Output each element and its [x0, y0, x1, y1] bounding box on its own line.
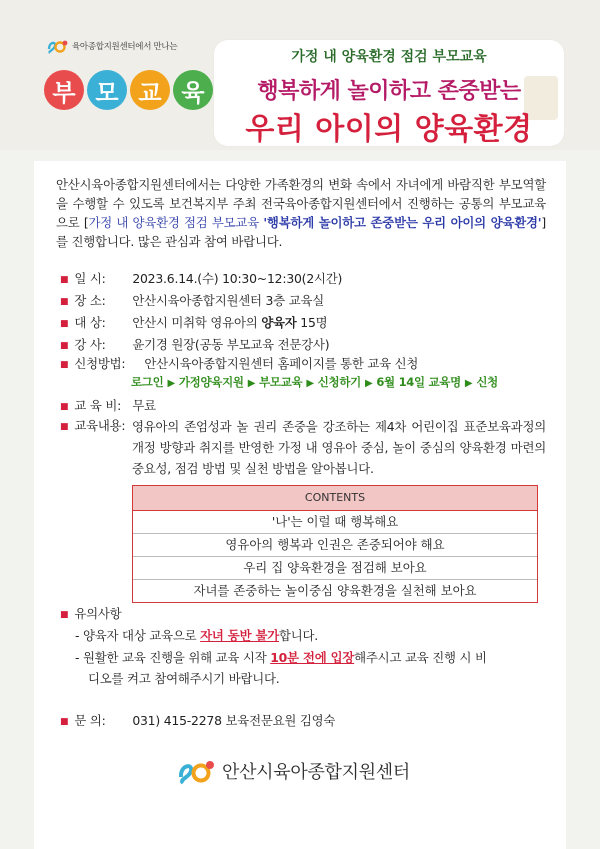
detail-date — [60, 269, 342, 290]
arrow-right-icon: ▶ — [306, 378, 314, 389]
lecturer-label: 강 사: — [74, 337, 106, 352]
logo-bubble-3: 교 — [130, 70, 170, 110]
lecturer-value: 윤기경 원장(공동 부모교육 전문강사) — [132, 337, 330, 352]
target-label: 대 상: — [74, 315, 106, 330]
content-label: 교육내용: — [74, 418, 126, 433]
bullet-icon: ■ — [60, 610, 69, 620]
detail-lecturer — [60, 335, 329, 356]
bullet-icon: ■ — [60, 341, 69, 351]
contact-label: 문 의: — [74, 713, 106, 728]
bullet-icon: ■ — [60, 402, 69, 412]
footer-logo — [176, 757, 410, 785]
hero-title-line2: 우리 아이의 양육환경 — [245, 112, 533, 147]
intro-paragraph — [56, 175, 546, 251]
target-value-bold: 양육자 — [261, 315, 297, 330]
arrow-right-icon: ▶ — [247, 378, 256, 389]
note-2-continued: 디오를 켜고 참여해주시기 바랍니다. — [88, 671, 280, 686]
logo-bubble-1: 부 — [44, 70, 84, 110]
step-login: 로그인 — [131, 375, 164, 389]
bumo-gyoyuk-logo — [44, 70, 213, 110]
step-submit: 신청 — [476, 375, 498, 389]
intro-program-name: 가정 내 양육환경 점검 부모교육 — [88, 215, 264, 230]
apply-label: 신청방법: — [74, 356, 126, 371]
hero-title-line1: 행복하게 놀이하고 존중받는 — [257, 79, 521, 104]
step-home-care: 가정양육지원 — [178, 375, 244, 389]
step-course: 6월 14일 교육명 — [376, 375, 461, 389]
bullet-icon: ■ — [60, 297, 69, 307]
contents-item: 우리 집 양육환경을 점검해 보아요 — [133, 557, 537, 580]
bullet-icon: ■ — [60, 717, 69, 727]
detail-target — [60, 313, 327, 334]
bullet-icon: ■ — [60, 319, 69, 329]
contents-table — [132, 485, 538, 603]
arrow-right-icon: ▶ — [364, 378, 373, 389]
note-1-text: - 양육자 대상 교육으로 — [75, 628, 201, 643]
contents-item: 영유아의 행복과 인권은 존중되어야 해요 — [133, 534, 537, 557]
date-label: 일 시: — [74, 271, 106, 286]
fee-value: 무료 — [132, 398, 156, 413]
bullet-icon: ■ — [60, 422, 69, 432]
note-1-end: 합니다. — [279, 628, 319, 643]
apply-steps — [131, 374, 498, 390]
note-1-highlight: 자녀 동반 불가 — [200, 628, 279, 643]
bullet-icon: ■ — [60, 360, 69, 370]
contents-item: 자녀를 존중하는 놀이중심 양육환경을 실천해 보아요 — [193, 583, 477, 598]
bullet-icon: ■ — [60, 275, 69, 285]
content-description: 영유아의 존엄성과 놀 권리 존중을 강조하는 제4차 어린이집 표준보육과정의 개정 방향과 취지를 반영한 가정 내 영유아 중심, 놀이 중심의 양육환경 마련의 중요성, 점검 방법 및 실천 방법을 알아봅니다. — [132, 419, 546, 476]
intro-program-title: '행복하게 놀이하고 존중받는 우리 아이의 양육환경' — [263, 215, 542, 230]
contact-value: 031) 415-2278 보육전문요원 김영숙 — [132, 713, 336, 728]
note-2-highlight: 10분 전에 입장 — [270, 650, 355, 665]
contents-item: '나'는 이럴 때 행복해요 — [133, 511, 537, 534]
detail-fee — [60, 396, 156, 417]
target-value: 안산시 미취학 영유아의 — [132, 315, 262, 330]
contact-row — [60, 711, 335, 732]
target-value-count: 15명 — [296, 315, 328, 330]
note-2-text: - 원활한 교육 진행을 위해 교육 시작 — [75, 650, 271, 665]
brand-tagline: 육아종합지원센터에서 만나는 — [72, 42, 178, 52]
apply-value: 안산시육아종합지원센터 홈페이지를 통한 교육 신청 — [144, 356, 419, 371]
step-parent-edu: 부모교육 — [259, 375, 303, 389]
note-2-end: 해주시고 교육 진행 시 비 — [354, 650, 487, 665]
logo-bubble-4: 육 — [173, 70, 213, 110]
note-2 — [75, 647, 487, 668]
contents-title: CONTENTS — [133, 486, 537, 511]
detail-place — [60, 291, 324, 312]
place-label: 장 소: — [74, 293, 106, 308]
arrow-right-icon: ▶ — [167, 378, 175, 389]
place-value: 안산시육아종합지원센터 3층 교육실 — [132, 293, 325, 308]
date-value: 2023.6.14.(수) 10:30~12:30(2시간) — [132, 271, 343, 286]
notes-title: 유의사항 — [74, 606, 122, 621]
footer-org-name: 안산시육아종합지원센터 — [222, 762, 410, 783]
logo-bubble-2: 모 — [87, 70, 127, 110]
notes-heading — [60, 604, 121, 625]
center-logo-icon — [176, 757, 216, 785]
intro-text-2: ]를 진행합니다. 많은 관심과 참여 바랍니다. — [56, 215, 546, 249]
detail-apply — [60, 354, 418, 375]
center-logo-icon — [46, 38, 68, 54]
intro-text-1: 안산시육아종합지원센터에서는 다양한 가족환경의 변화 속에서 자녀에게 바람직한 부모역할을 수행할 수 있도록 보건복지부 주최 전국육아종합지원센터에서 진행하는 공통의 부모교육으로 [ — [56, 177, 546, 230]
note-1 — [75, 625, 318, 646]
hero-title-panel — [214, 40, 564, 146]
hero-subtitle: 가정 내 양육환경 점검 부모교육 — [291, 49, 487, 65]
arrow-right-icon: ▶ — [464, 378, 473, 389]
step-apply: 신청하기 — [317, 375, 361, 389]
brand-tagline-block — [46, 38, 177, 54]
fee-label: 교 육 비: — [74, 398, 122, 413]
detail-content — [60, 416, 132, 437]
